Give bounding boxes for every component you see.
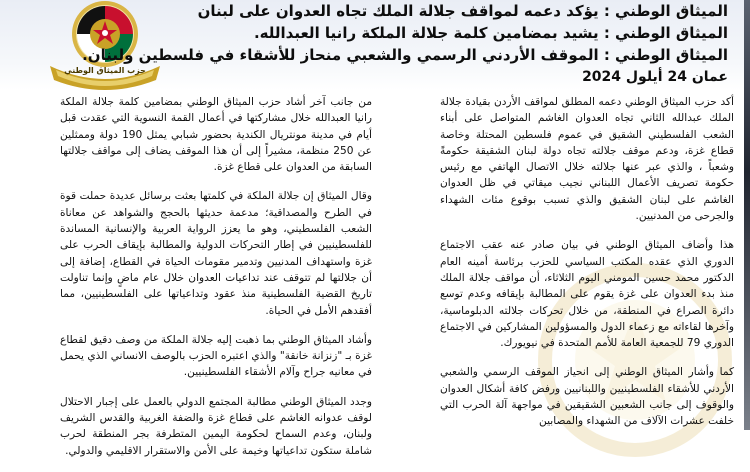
- emblem-caption: حزب الميثاق الوطني: [64, 66, 146, 75]
- page-edge-decoration: [744, 0, 750, 430]
- article-paragraph: وجدد الميثاق الوطني مطالبة المجتمع الدولي بالعمل على إجبار الاحتلال لوقف عدوانه الغاشم على قطاع غزة والضفة الغربية والقدس الشريف ولبنان، وعدم السماح لحكومة اليمين المتطرفة بجر المنطقة لحرب شاملة ستكون تداعياتها وخيمة على الأمن والاستقرار الاقليمي والدولي.: [60, 395, 372, 457]
- article-paragraph: من جانب آخر أشاد حزب الميثاق الوطني بمضامين كلمة جلالة الملكة رانيا العبدالله خلال مشاركتها في أعمال القمة النسوية التي عقدت قبل أيام في مدينة مونتريال الكندية بحضور شبابي يمثل 190 دولة وممثلين عن 250 منظمة، مشيراً إلى أن هذا الموقف يضاف إلى مواقف جلالتها السابقة من العدوان على قطاع غزة.: [60, 96, 372, 174]
- article-paragraph: هذا وأضاف الميثاق الوطني في بيان صادر عنه عقب الاجتماع الدوري الذي عقده المكتب السياسي للحزب برئاسة أمينه العام الدكتور محمد حسين المومني اليوم الثلاثاء، أن مواقف جلالة الملك منذ بدء العدوان على غزة يقوم على المطالبة بإيقافه وعدم توسع دائرة الصراع في المنطقة، من خلال تحركات جلالته الدبلوماسية، وآخرها لقاءاته مع زعماء الدول والمسؤولين المشاركين في الاجتماع الدوري 79 للجمعية العامة للأمم المتحدة في نيويورك.: [440, 239, 734, 350]
- dateline: عمان 24 أيلول 2024: [582, 69, 728, 85]
- article-left-column: [60, 94, 372, 472]
- article-paragraph: أكد حزب الميثاق الوطني دعمه المطلق لمواقف الأردن بقيادة جلالة الملك عبدالله الثاني تجاه العدوان الغاشم المتواصل على أبناء الشعب الفلسطيني الشقيق في عموم فلسطين المحتلة وخاصة قطاع غزة، ودعم موقف جلالته تجاه دولة لبنان الشقيقة حكومةً وشعباً ، والذي عبر عنها جلالته خلال الاتصال الهاتفي مع رئيس حكومة تصريف الأعمال اللبناني نجيب ميقاتي في ظل العدوان الغاشم على لبنان الشقيق والذي تسبب بوقوع مئات الشهداء والجرحى من المدنيين.: [440, 96, 734, 223]
- headline-1: الميثاق الوطني : يؤكد دعمه لمواقف جلالة الملك تجاه العدوان على لبنان: [197, 2, 728, 20]
- article-paragraph: كما وأشار الميثاق الوطني إلى انحياز الموقف الرسمي والشعبي الأردني للأشقاء الفلسطينيين واللبنانيين ورفض كافة أشكال العدوان والوقوف إلى جانب الشعبين الشقيقين في مواجهة آلة الحرب التي خلفت عشرات الآلاف من الشهداء والمصابين: [440, 366, 734, 428]
- headline-3: الميثاق الوطني : الموقف الأردني الرسمي والشعبي منحاز للأشقاء في فلسطين ولبنان.: [82, 46, 728, 64]
- article-paragraph: وأشاد الميثاق الوطني بما ذهبت إليه جلالة الملكة من وصف دقيق لقطاع غزة بـ "زنزانة خانقة" والذي اعتبره الحزب بالوصف الانساني الذي يحمل في معانيه جراح وآلام الأشقاء الفلسطينيين.: [60, 333, 372, 379]
- article-right-column: [440, 94, 734, 443]
- headline-2: الميثاق الوطني : يشيد بمضامين كلمة جلالة الملكة رانيا العبدالله.: [253, 24, 728, 42]
- header: [0, 0, 750, 90]
- article-paragraph: وقال الميثاق إن جلالة الملكة في كلمتها بعثت برسائل عديدة حملت قوة في الطرح والمصداقية؛ مدعمة حديثها بالحجج والشواهد عن معاناة الشعب الفلسطيني، وهو ما يعزز الرواية العربية والإنسانية المساندة للفلسطينيين في إطار التحركات الدولية والمطالبة بإيقاف الحرب على غزة واستهداف المدنيين وتدمير مقومات الحياة في القطاع، إضافة إلى أن جلالتها لم تتوقف عند تداعيات العدوان خلال عام ماضٍ وإنما تناولت تاريخ القضية الفلسطينية منذ عقود وتداعياتها على الفلسطينيين، مما أفقدهم الأمل في الحياة.: [60, 190, 372, 317]
